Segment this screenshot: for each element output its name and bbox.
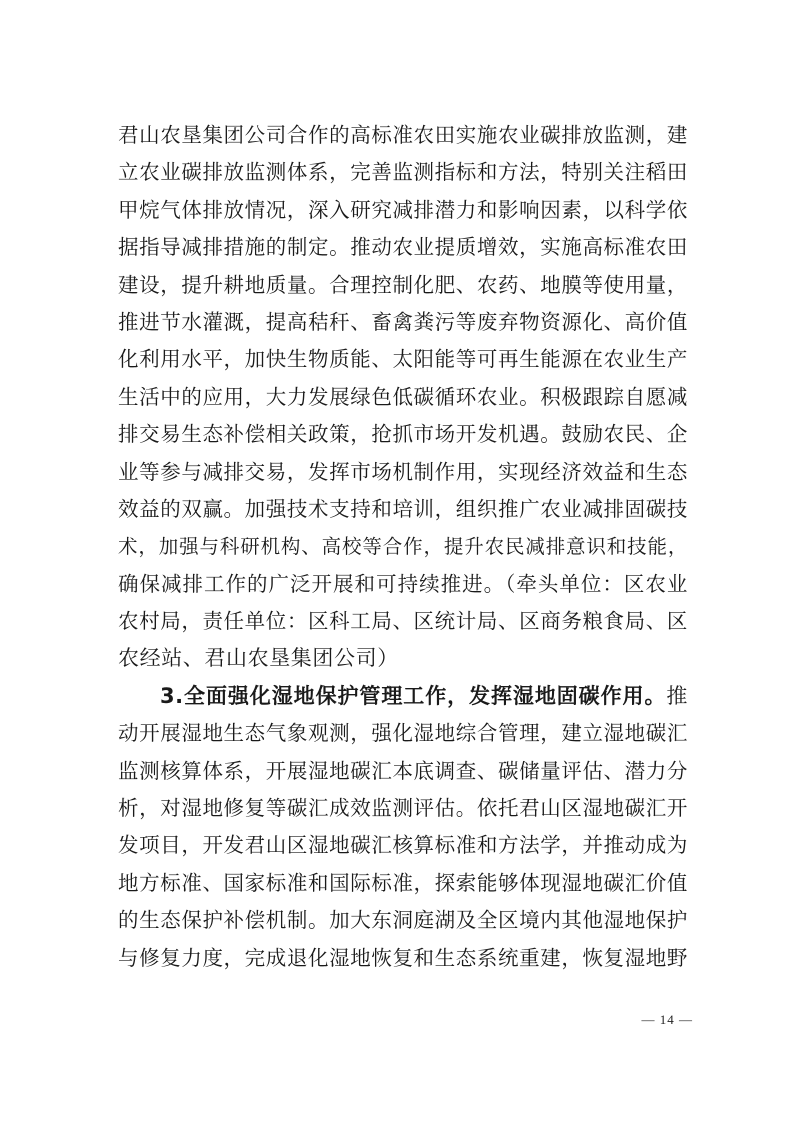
text-line: 地方标准、国家标准和国际标准，探索能够体现湿地碳汇价值 xyxy=(118,870,688,895)
text-line: 与修复力度，完成退化湿地恢复和生态系统重建，恢复湿地野 xyxy=(118,945,688,970)
text-line: 生活中的应用，大力发展绿色低碳循环农业。积极跟踪自愿减 xyxy=(118,384,688,409)
text-line: 发项目，开发君山区湿地碳汇核算标准和方法学，并推动成为 xyxy=(118,833,688,858)
page-number: — 14 — xyxy=(641,1012,693,1027)
text-line: 确保减排工作的广泛开展和可持续推进。（牵头单位：区农业 xyxy=(118,571,688,596)
text-line: 监测核算体系，开展湿地碳汇本底调查、碳储量评估、潜力分 xyxy=(118,758,688,783)
text-line: 农经站、君山农垦集团公司） xyxy=(118,646,399,671)
text-line: 排交易生态补偿相关政策，抢抓市场开发机遇。鼓励农民、企 xyxy=(118,422,688,447)
text-line: 君山农垦集团公司合作的高标准农田实施农业碳排放监测，建 xyxy=(118,123,688,147)
text-line: 效益的双赢。加强技术支持和培训，组织推广农业减排固碳技 xyxy=(118,496,688,521)
text-line: 据指导减排措施的制定。推动农业提质增效，实施高标准农田 xyxy=(118,235,688,260)
text-line: 析，对湿地修复等碳汇成效监测评估。依托君山区湿地碳汇开 xyxy=(118,796,688,821)
text-line: 建设，提升耕地质量。合理控制化肥、农药、地膜等使用量， xyxy=(118,272,688,297)
text-line: 化利用水平，加快生物质能、太阳能等可再生能源在农业生产 xyxy=(118,347,688,372)
text-line: 动开展湿地生态气象观测，强化湿地综合管理，建立湿地碳汇 xyxy=(118,721,688,746)
text-line: 业等参与减排交易，发挥市场机制作用，实现经济效益和生态 xyxy=(118,459,688,484)
text-line: 农村局，责任单位：区科工局、区统计局、区商务粮食局、区 xyxy=(118,609,688,634)
body-text xyxy=(118,117,688,977)
section-heading-tail: 推 xyxy=(666,683,688,708)
section-heading: 3.全面强化湿地保护管理工作，发挥湿地固碳作用。 xyxy=(160,683,667,708)
text-line: 推进节水灌溉，提高秸秆、畜禽粪污等废弃物资源化、高价值 xyxy=(118,309,688,334)
text-line: 甲烷气体排放情况，深入研究减排潜力和影响因素，以科学依 xyxy=(118,197,688,222)
section-heading-line xyxy=(118,678,688,715)
text-line: 术，加强与科研机构、高校等合作，提升农民减排意识和技能， xyxy=(118,535,688,559)
text-line: 的生态保护补偿机制。加大东洞庭湖及全区境内其他湿地保护 xyxy=(118,908,688,933)
text-line: 立农业碳排放监测体系，完善监测指标和方法，特别关注稻田 xyxy=(118,160,688,185)
